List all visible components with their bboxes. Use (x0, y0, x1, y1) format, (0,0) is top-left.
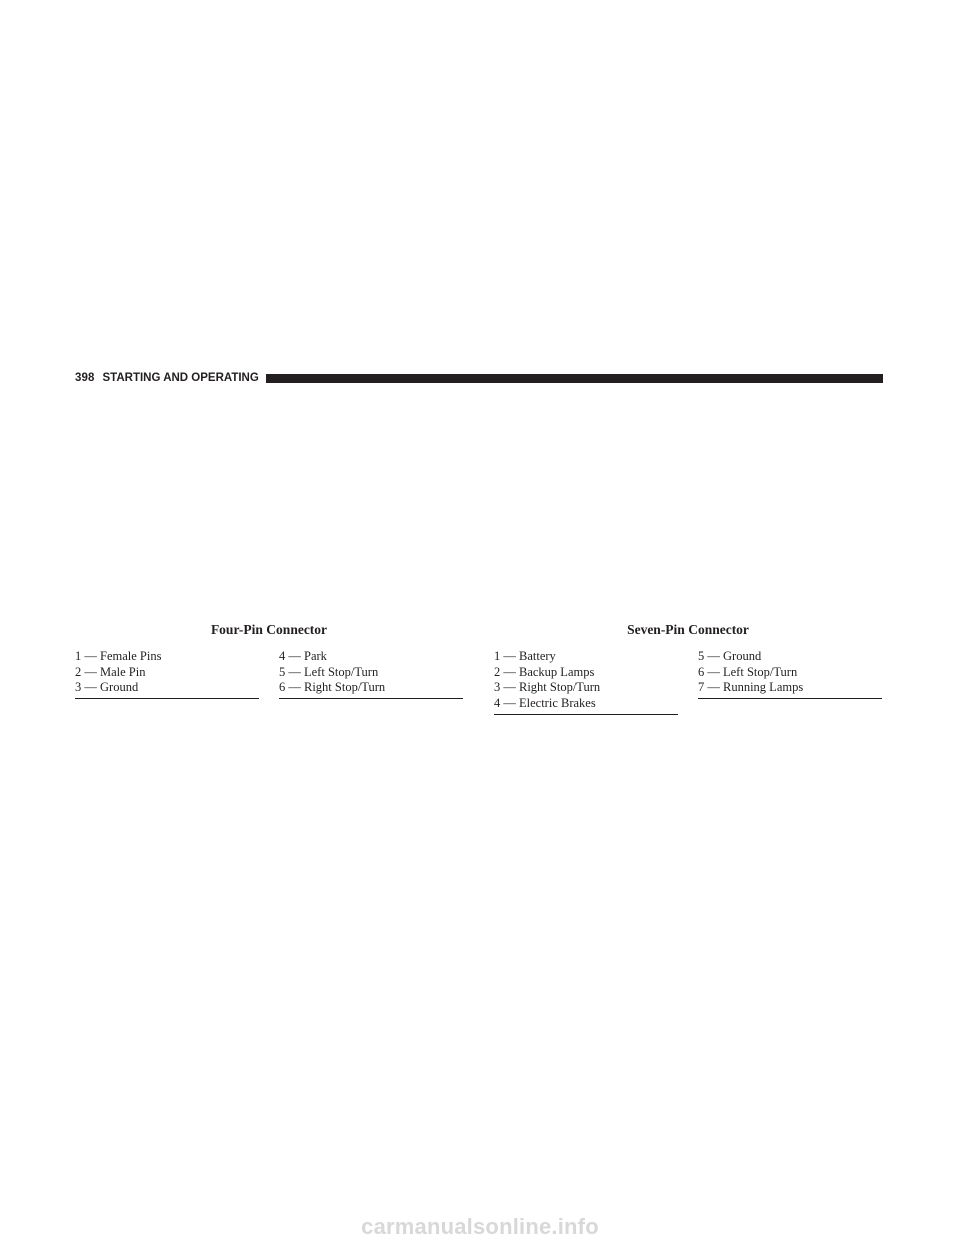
legend-item: 1 — Battery (494, 649, 556, 663)
page-header (75, 371, 883, 385)
legend-rule (698, 698, 882, 699)
seven-pin-legend-col2 (698, 649, 882, 699)
legend-rule (75, 698, 259, 699)
four-pin-connector-title: Four-Pin Connector (210, 622, 328, 637)
legend-item: 4 — Electric Brakes (494, 696, 596, 711)
legend-item: 5 — Ground (698, 649, 762, 663)
legend-item: 1 — Female Pins (75, 649, 162, 663)
four-pin-legend-col2 (279, 649, 463, 699)
legend-item: 2 — Backup Lamps (494, 664, 595, 679)
legend-item: 5 — Left Stop/Turn (279, 664, 379, 679)
legend-item: 3 — Right Stop/Turn (494, 680, 601, 695)
seven-pin-legend-col1 (494, 649, 678, 715)
watermark-text: carmanualsonline.info (361, 1214, 599, 1239)
four-pin-legend-col1 (75, 649, 259, 699)
watermark-footer (0, 1210, 960, 1242)
page-number: 398 (75, 372, 95, 384)
legend-item: 4 — Park (279, 649, 327, 663)
legend-rule (279, 698, 463, 699)
section-title: STARTING AND OPERATING (102, 372, 259, 384)
header-rule-bar (266, 374, 883, 383)
legend-rule (494, 714, 678, 715)
seven-pin-connector-title: Seven-Pin Connector (627, 622, 749, 637)
legend-item: 6 — Right Stop/Turn (279, 680, 386, 695)
legend-item: 6 — Left Stop/Turn (698, 664, 798, 679)
legend-item: 2 — Male Pin (75, 664, 146, 679)
legend-item: 3 — Ground (75, 680, 139, 695)
legend-item: 7 — Running Lamps (698, 680, 804, 695)
